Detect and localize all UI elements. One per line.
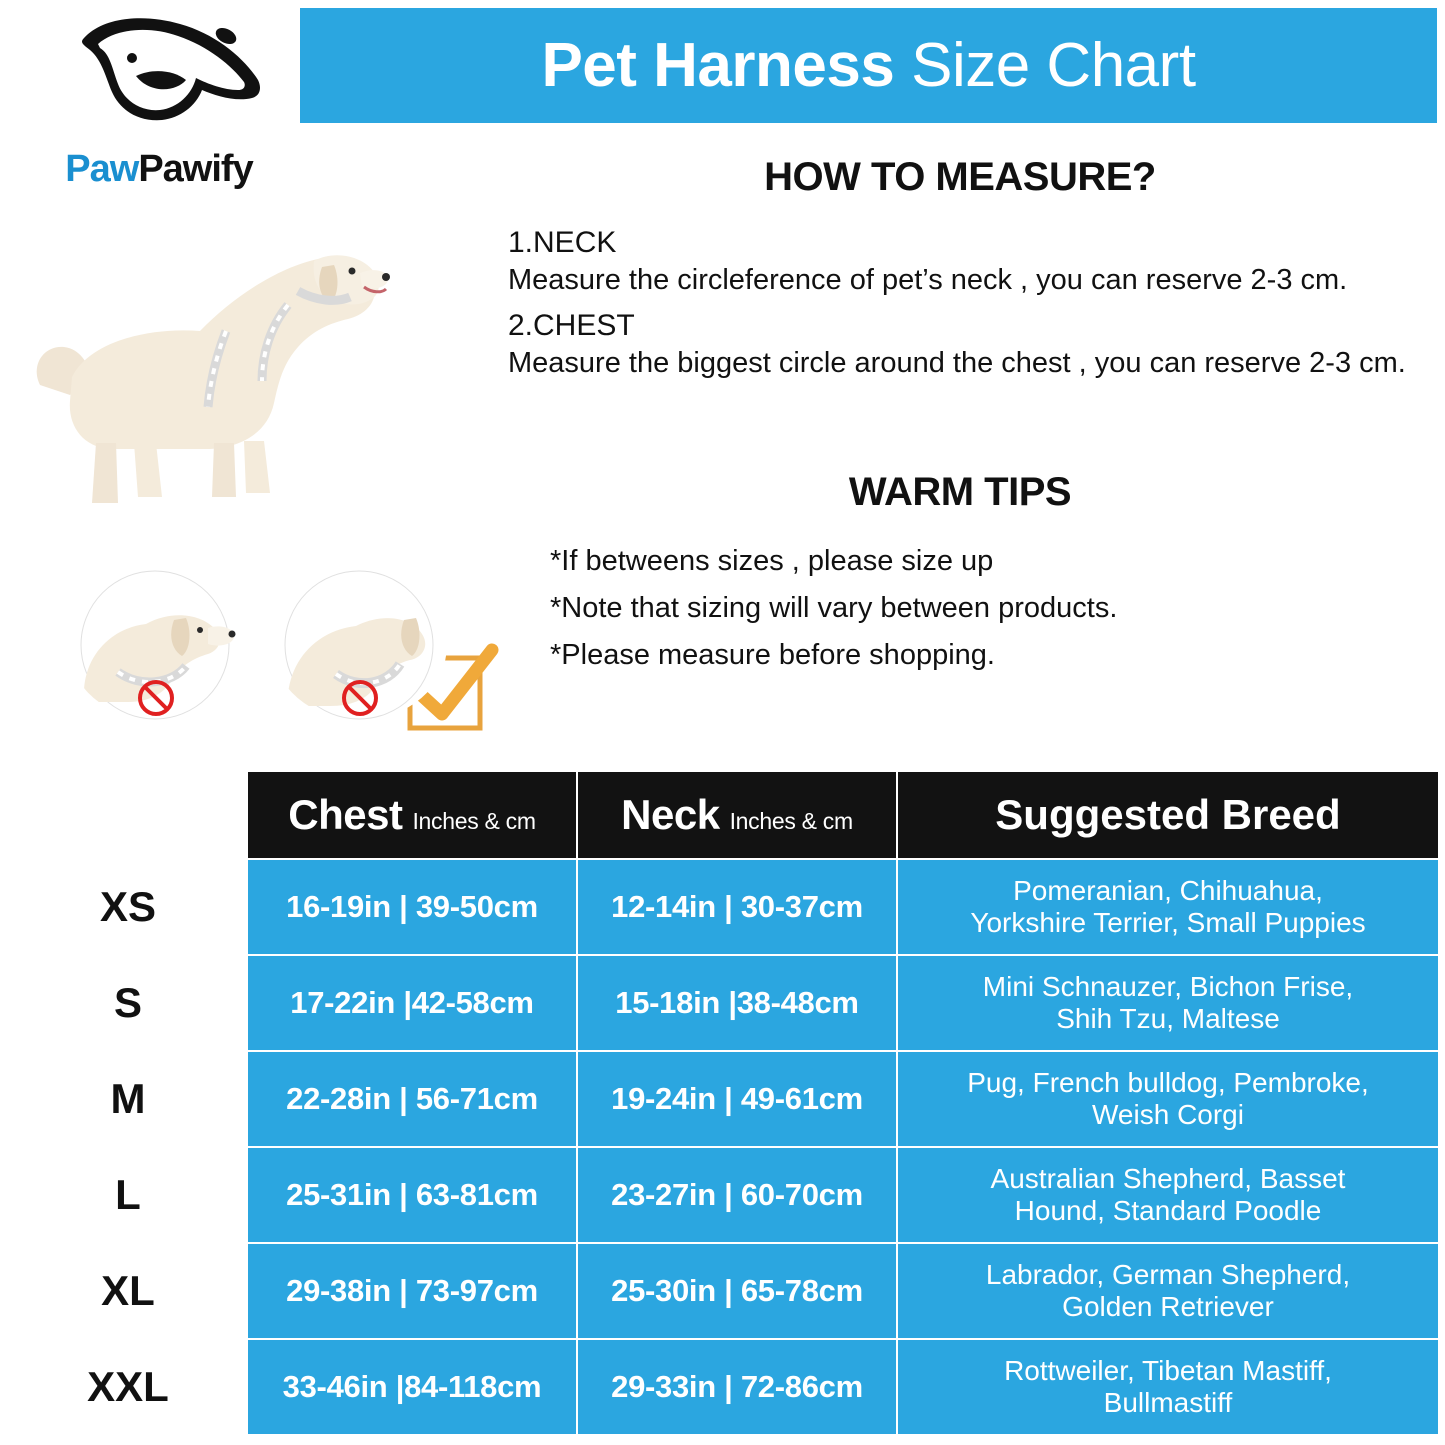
cell-size: XS: [9, 859, 247, 955]
illustration-area: [20, 225, 480, 745]
table-header-row: [9, 771, 1439, 859]
table-header-chest-units: Inches & cm: [412, 808, 536, 834]
cell-chest: 33-46in |84-118cm: [247, 1339, 577, 1435]
cell-breed: Pomeranian, Chihuahua, Yorkshire Terrier, Small Puppies: [897, 859, 1439, 955]
how-to-measure-heading: HOW TO MEASURE?: [764, 155, 1156, 199]
cell-neck: 19-24in | 49-61cm: [577, 1051, 897, 1147]
brand-name-part2: Pawify: [138, 148, 253, 190]
measure-step-text: Measure the biggest circle around the chest , you can reserve 2-3 cm.: [508, 347, 1406, 379]
cell-chest: 22-28in | 56-71cm: [247, 1051, 577, 1147]
table-header-chest-label: Chest: [288, 791, 403, 838]
cell-size: XXL: [9, 1339, 247, 1435]
cell-breed: Australian Shepherd, Basset Hound, Standard Poodle: [897, 1147, 1439, 1243]
page-title-bold: Pet Harness: [541, 31, 912, 100]
how-to-measure-section: [490, 155, 1430, 392]
warm-tips-section: [490, 470, 1430, 686]
warm-tips-list: [490, 545, 1430, 672]
cell-size: M: [9, 1051, 247, 1147]
cell-breed: Mini Schnauzer, Bichon Frise, Shih Tzu, Maltese: [897, 955, 1439, 1051]
header-banner: [300, 8, 1437, 123]
cell-breed: Pug, French bulldog, Pembroke, Weish Corgi: [897, 1051, 1439, 1147]
prohibited-icon: [136, 678, 176, 718]
measure-step-label: 1.NECK: [508, 226, 617, 259]
table-header-breed: Suggested Breed: [897, 771, 1439, 859]
page-title-light: Size Chart: [911, 31, 1196, 100]
cell-chest: 17-22in |42-58cm: [247, 955, 577, 1051]
dog-with-harness-illustration: [30, 235, 390, 535]
brand-name: [28, 148, 290, 191]
cell-breed: Rottweiler, Tibetan Mastiff, Bullmastiff: [897, 1339, 1439, 1435]
dog-head-icon: [76, 14, 266, 129]
brand-name-part1: Paw: [65, 148, 139, 190]
wrong-fit-example-2: [272, 570, 447, 720]
cell-chest: 25-31in | 63-81cm: [247, 1147, 577, 1243]
cell-breed: Labrador, German Shepherd, Golden Retriever: [897, 1243, 1439, 1339]
brand-logo: [14, 10, 294, 190]
page-title: [541, 30, 1195, 101]
table-row: [9, 955, 1439, 1051]
table-row: [9, 1051, 1439, 1147]
cell-size: S: [9, 955, 247, 1051]
cell-neck: 23-27in | 60-70cm: [577, 1147, 897, 1243]
cell-chest: 29-38in | 73-97cm: [247, 1243, 577, 1339]
table-header-neck-units: Inches & cm: [729, 808, 853, 834]
table-header-chest: [247, 771, 577, 859]
cell-neck: 29-33in | 72-86cm: [577, 1339, 897, 1435]
measure-step-label: 2.CHEST: [508, 309, 635, 342]
table-header-neck: [577, 771, 897, 859]
cell-chest: 16-19in | 39-50cm: [247, 859, 577, 955]
warm-tip-item: *Please measure before shopping.: [550, 639, 995, 671]
table-row: [9, 859, 1439, 955]
table-header-neck-label: Neck: [621, 791, 720, 838]
cell-neck: 12-14in | 30-37cm: [577, 859, 897, 955]
cell-size: L: [9, 1147, 247, 1243]
table-row: [9, 1243, 1439, 1339]
cell-size: XL: [9, 1243, 247, 1339]
measure-steps: [490, 226, 1430, 380]
table-row: [9, 1147, 1439, 1243]
cell-neck: 25-30in | 65-78cm: [577, 1243, 897, 1339]
table-header-size: [9, 771, 247, 859]
cell-neck: 15-18in |38-48cm: [577, 955, 897, 1051]
measure-step-text: Measure the circleference of pet’s neck , you can reserve 2-3 cm.: [508, 264, 1348, 296]
warm-tips-heading: WARM TIPS: [848, 470, 1072, 514]
table-row: [9, 1339, 1439, 1435]
warm-tip-item: *If betweens sizes , please size up: [550, 545, 994, 577]
prohibited-icon: [340, 678, 380, 718]
warm-tip-item: *Note that sizing will vary between products.: [550, 592, 1118, 624]
wrong-fit-example-1: [68, 570, 243, 720]
size-table: [8, 770, 1440, 1436]
